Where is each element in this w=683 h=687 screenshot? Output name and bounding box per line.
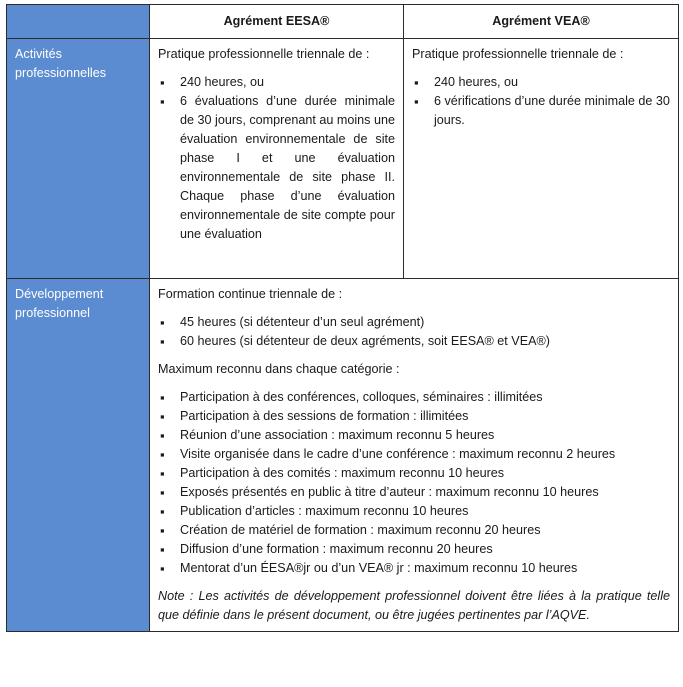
list-item: ▪ 60 heures (si détenteur de deux agréments, soit EESA® et VEA®)	[158, 332, 670, 351]
development-cell	[150, 279, 679, 632]
eesa-activities-cell	[150, 39, 404, 279]
list-item: ▪ 45 heures (si détenteur d’un seul agrément)	[158, 313, 670, 332]
list-item: ▪ 240 heures, ou	[158, 73, 395, 92]
eesa-activities-list	[158, 73, 395, 244]
list-item: ▪ Publication d’articles : maximum reconnu 10 heures	[158, 502, 670, 521]
row-activities	[7, 39, 679, 279]
header-corner-cell	[7, 5, 150, 39]
list-item: ▪ Participation à des sessions de formation : illimitées	[158, 407, 670, 426]
header-vea: Agrément VEA®	[404, 5, 679, 39]
hours-list	[158, 313, 670, 351]
development-intro: Formation continue triennale de :	[158, 287, 343, 301]
list-item: ▪ Création de matériel de formation : maximum reconnu 20 heures	[158, 521, 670, 540]
list-item: ▪ Diffusion d’une formation : maximum reconnu 20 heures	[158, 540, 670, 559]
list-item: ▪ 240 heures, ou	[412, 73, 670, 92]
header-row	[7, 5, 679, 39]
row-activities-label: Activités professionnelles	[7, 39, 150, 279]
development-note: Note : Les activités de développement professionnel doivent être liées à la pratique telle que définie dans le présent document, ou être jugées pertinentes par l’AQVE.	[158, 589, 670, 622]
vea-activities-cell	[404, 39, 679, 279]
header-eesa: Agrément EESA®	[150, 5, 404, 39]
list-item: ▪ Participation à des conférences, colloques, séminaires : illimitées	[158, 388, 670, 407]
list-item: ▪ Mentorat d’un ÉESA®jr ou d’un VEA® jr : maximum reconnu 10 heures	[158, 559, 670, 578]
vea-activities-list	[412, 73, 670, 130]
list-item: ▪ Visite organisée dans le cadre d’une conférence : maximum reconnu 2 heures	[158, 445, 670, 464]
list-item: ▪ 6 vérifications d’une durée minimale de 30 jours.	[412, 92, 670, 130]
list-item: ▪ Exposés présentés en public à titre d’auteur : maximum reconnu 10 heures	[158, 483, 670, 502]
list-item: ▪ 6 évaluations d’une durée minimale de 30 jours, comprenant au moins une évaluation environnementale de site phase I et une évaluation environnementale de site phase II. Chaque phase d’une évaluation environnementale de site compte pour une évaluation	[158, 92, 395, 244]
row-development-label: Développement professionnel	[7, 279, 150, 632]
category-intro: Maximum reconnu dans chaque catégorie :	[158, 362, 400, 376]
row-development	[7, 279, 679, 632]
vea-intro: Pratique professionnelle triennale de :	[412, 47, 624, 61]
list-item: ▪ Participation à des comités : maximum reconnu 10 heures	[158, 464, 670, 483]
category-list	[158, 388, 670, 578]
eesa-intro: Pratique professionnelle triennale de :	[158, 47, 370, 61]
requirements-table	[6, 4, 679, 632]
list-item: ▪ Réunion d’une association : maximum reconnu 5 heures	[158, 426, 670, 445]
